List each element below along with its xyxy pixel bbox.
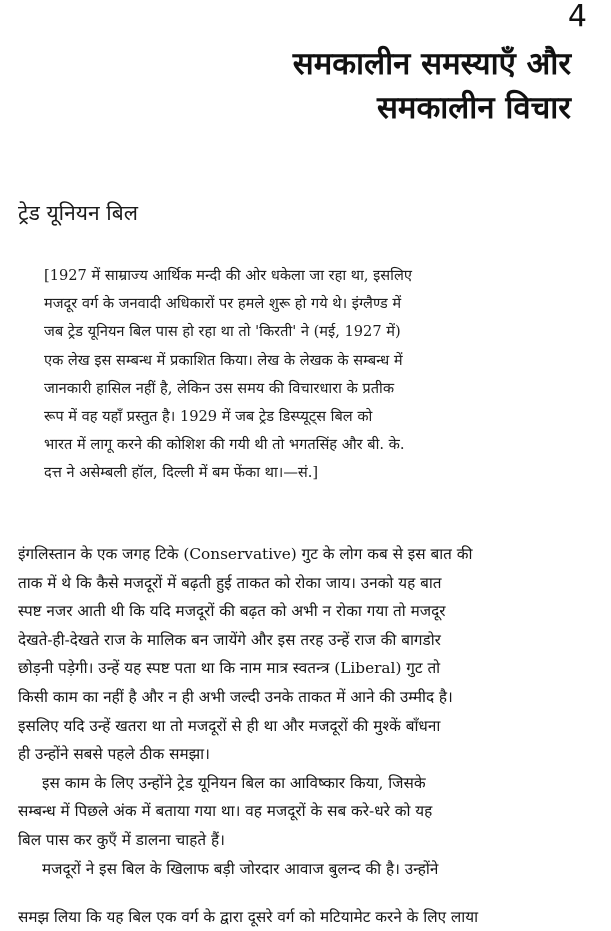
body-line-cut-off: समझ लिया कि यह बिल एक वर्ग के द्वारा दूसरे वर्ग को मटियामेट करने के लिए लाया <box>18 908 479 926</box>
body-line: छोड़नी पड़ेगी। उन्हें यह स्पष्ट पता था कि नाम मात्र स्वतन्त्र (Liberal) गुट तो <box>18 659 441 678</box>
editor-note-line: भारत में लागू करने की कोशिश की गयी थी तो भगतसिंह और बी. के. <box>44 436 405 454</box>
chapter-title-line-1: समकालीन समस्याएँ और <box>292 46 571 82</box>
body-text <box>18 540 596 883</box>
chapter-number: 4 <box>567 0 587 34</box>
body-line: इस काम के लिए उन्होंने ट्रेड यूनियन बिल का आविष्कार किया, जिसके <box>42 773 426 792</box>
editor-note-line: एक लेख इस सम्बन्ध में प्रकाशित किया। लेख के लेखक के सम्बन्ध में <box>44 351 403 369</box>
section-heading: ट्रेड यूनियन बिल <box>18 201 138 225</box>
chapter-title <box>293 42 571 130</box>
editor-note-line: रूप में वह यहाँ प्रस्तुत है। 1929 में जब ट्रेड डिस्प्यूट्स बिल को <box>44 407 373 425</box>
editor-note-line: [1927 में साम्राज्य आर्थिक मन्दी की ओर धकेला जा रहा था, इसलिए <box>44 267 412 284</box>
cut-off-line-container <box>0 908 611 927</box>
body-line: सम्बन्ध में पिछले अंक में बताया गया था। वह मजदूरों के सब करे-धरे को यह <box>18 802 433 821</box>
editor-note <box>44 262 566 488</box>
editor-note-line: जब ट्रेड यूनियन बिल पास हो रहा था तो 'किरती' ने (मई, 1927 में) <box>44 323 401 341</box>
body-line: ताक में थे कि कैसे मजदूरों में बढ़ती हुई ताकत को रोका जाय। उनको यह बात <box>18 573 442 592</box>
body-line: देखते-ही-देखते राज के मालिक बन जायेंगे और इस तरह उन्हें राज की बागडोर <box>18 630 441 649</box>
editor-note-line: मजदूर वर्ग के जनवादी अधिकारों पर हमले शुरू हो गये थे। इंग्लैण्ड में <box>44 295 402 313</box>
chapter-title-line-2: समकालीन विचार <box>376 90 571 126</box>
body-line: इंगलिस्तान के एक जगह टिके (Conservative) गुट के लोग कब से इस बात की <box>18 545 473 563</box>
editor-note-line: जानकारी हासिल नहीं है, लेकिन उस समय की विचारधारा के प्रतीक <box>44 379 395 397</box>
body-line: किसी काम का नहीं है और न ही अभी जल्दी उनके ताकत में आने की उम्मीद है। <box>18 687 453 706</box>
body-line: इसलिए यदि उन्हें खतरा था तो मजदूरों से ही था और मजदूरों की मुश्कें बाँधना <box>18 716 441 735</box>
body-line: बिल पास कर कुएँ में डालना चाहते हैं। <box>18 830 225 849</box>
body-line: स्पष्ट नजर आती थी कि यदि मजदूरों की बढ़त को अभी न रोका गया तो मजदूर <box>18 602 446 621</box>
body-line: मजदूरों ने इस बिल के खिलाफ बड़ी जोरदार आवाज बुलन्द की है। उन्होंने <box>42 859 439 878</box>
editor-note-line: दत्त ने असेम्बली हॉल, दिल्ली में बम फेंका था।—सं.] <box>44 464 319 482</box>
body-line: ही उन्होंने सबसे पहले ठीक समझा। <box>18 745 210 764</box>
